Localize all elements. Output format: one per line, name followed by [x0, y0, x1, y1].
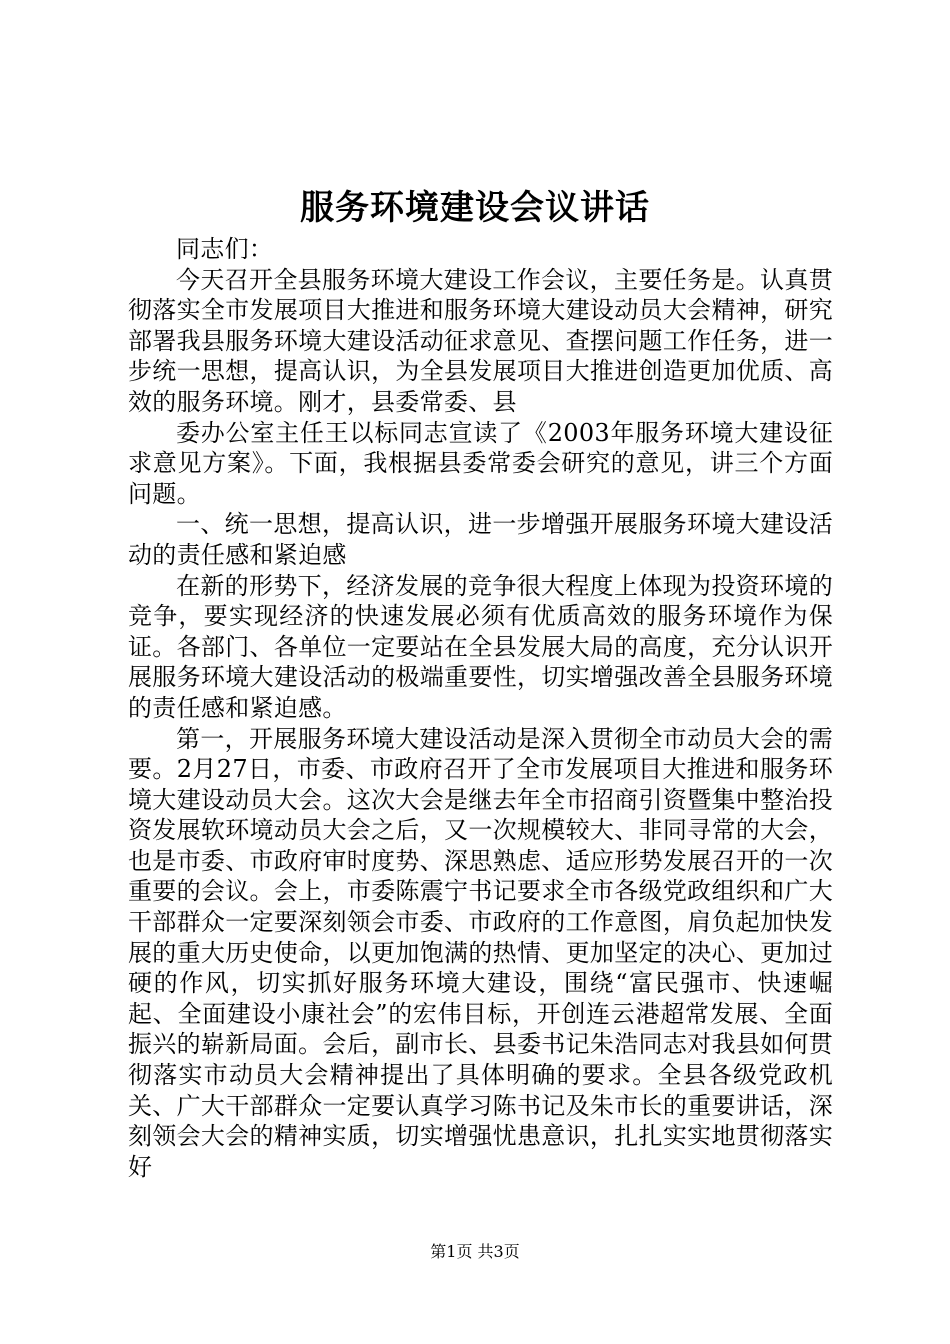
point-1-paragraph: 第一，开展服务环境大建设活动是深入贯彻全市动员大会的需要。2月27日，市委、市政府召开了全市发展项目大推进和服务环境大建设动员大会。这次大会是继去年全市招商引资暨集中整治投资发展软环境动员大会之后，又一次规模较大、非同寻常的大会，也是市委、市政府审时度势、深思熟虑、适应形势发展召开的一次重要的会议。会上，市委陈震宁书记要求全市各级党政组织和广大干部群众一定要深刻领会市委、市政府的工作意图，肩负起加快发展的重大历史使命，以更加饱满的热情、更加坚定的决心、更加过硬的作风，切实抓好服务环境大建设，围绕“富民强市、快速崛起、全面建设小康社会”的宏伟目标，开创连云港超常发展、全面振兴的崭新局面。会后，副市长、县委书记朱浩同志对我县如何贯彻落实市动员大会精神提出了具体明确的要求。全县各级党政机关、广大干部群众一定要认真学习陈书记及朱市长的重要讲话，深刻领会大会的精神实质，切实增强忧患意识，扎扎实实地贯彻落实好 [128, 724, 833, 1181]
document-title: 服务环境建设会议讲话 [300, 188, 650, 228]
page-footer: 第1页 共3页 [430, 1242, 520, 1261]
intro-paragraph: 今天召开全县服务环境大建设工作会议，主要任务是。认真贯彻落实全市发展项目大推进和服务环境大建设动员大会精神，研究部署我县服务环境大建设活动征求意见、查摆问题工作任务，进一步统一思想，提高认识，为全县发展项目大推进创造更加优质、高效的服务环境。刚才，县委常委、县 [128, 265, 833, 416]
section-heading-1: 一、统一思想，提高认识，进一步增强开展服务环境大建设活动的责任感和紧迫感 [128, 510, 833, 569]
salutation-paragraph: 同志们： [176, 235, 274, 263]
document-body [128, 234, 833, 1182]
intro-continuation-paragraph: 委办公室主任王以标同志宣读了《2003年服务环境大建设征求意见方案》。下面，我根据县委常委会研究的意见，讲三个方面问题。 [128, 418, 833, 508]
section-1-paragraph: 在新的形势下，经济发展的竞争很大程度上体现为投资环境的竞争，要实现经济的快速发展必须有优质高效的服务环境作为保证。各部门、各单位一定要站在全县发展大局的高度，充分认识开展服务环境大建设活动的极端重要性，切实增强改善全县服务环境的责任感和紧迫感。 [128, 571, 833, 722]
